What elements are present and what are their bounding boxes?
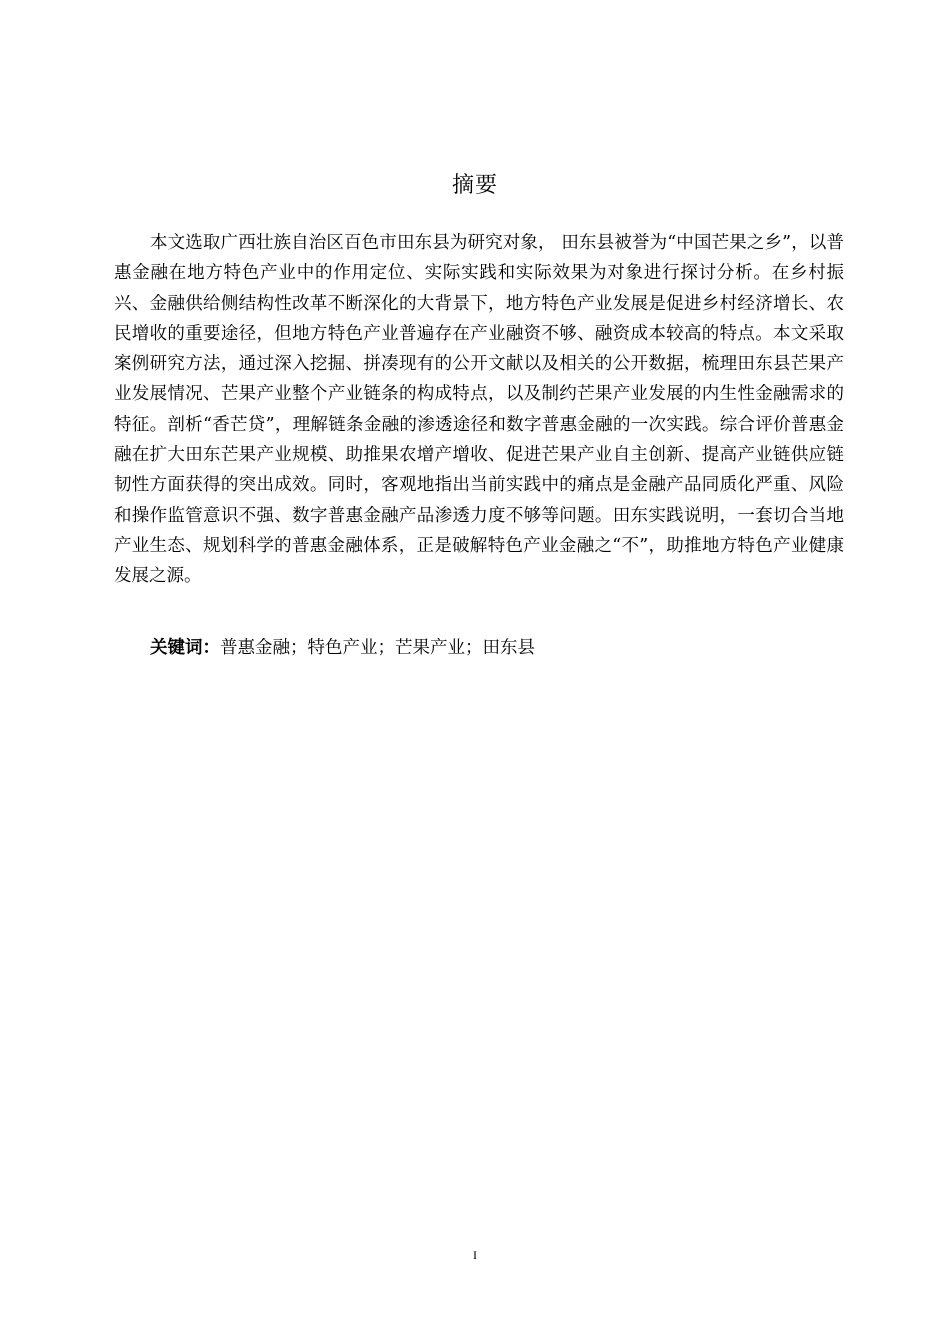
- keywords-label: 关键词：: [150, 638, 220, 658]
- page-number: I: [473, 1248, 477, 1262]
- keywords-list: 普惠金融；特色产业；芒果产业；田东县: [220, 638, 535, 658]
- abstract-title: 摘要: [451, 173, 498, 198]
- keywords-line: [150, 633, 844, 663]
- abstract-paragraph: 本文选取广西壮族自治区百色市田东县为研究对象， 田东县被誉为“中国芒果之乡”，以普惠金融在地方特色产业中的作用定位、实际实践和实际效果为对象进行探讨分析。在乡村振兴、金融供给侧结构性改革不断深化的大背景下，地方特色产业发展是促进乡村经济增长、农民增收的重要途径，但地方特色产业普遍存在产业融资不够、融资成本较高的特点。本文采取案例研究方法，通过深入挖掘、拼凑现有的公开文献以及相关的公开数据，梳理田东县芒果产业发展情况、芒果产业整个产业链条的构成特点，以及制约芒果产业发展的内生性金融需求的特征。剖析“香芒贷”，理解链条金融的渗透途径和数字普惠金融的一次实践。综合评价普惠金融在扩大田东芒果产业规模、助推果农增产增收、促进芒果产业自主创新、提高产业链供应链韧性方面获得的突出成效。同时，客观地指出当前实践中的痛点是金融产品同质化严重、风险和操作监管意识不强、数字普惠金融产品渗透力度不够等问题。田东实践说明，一套切合当地产业生态、规划科学的普惠金融体系，正是破解特色产业金融之“不”，助推地方特色产业健康发展之源。: [114, 233, 844, 587]
